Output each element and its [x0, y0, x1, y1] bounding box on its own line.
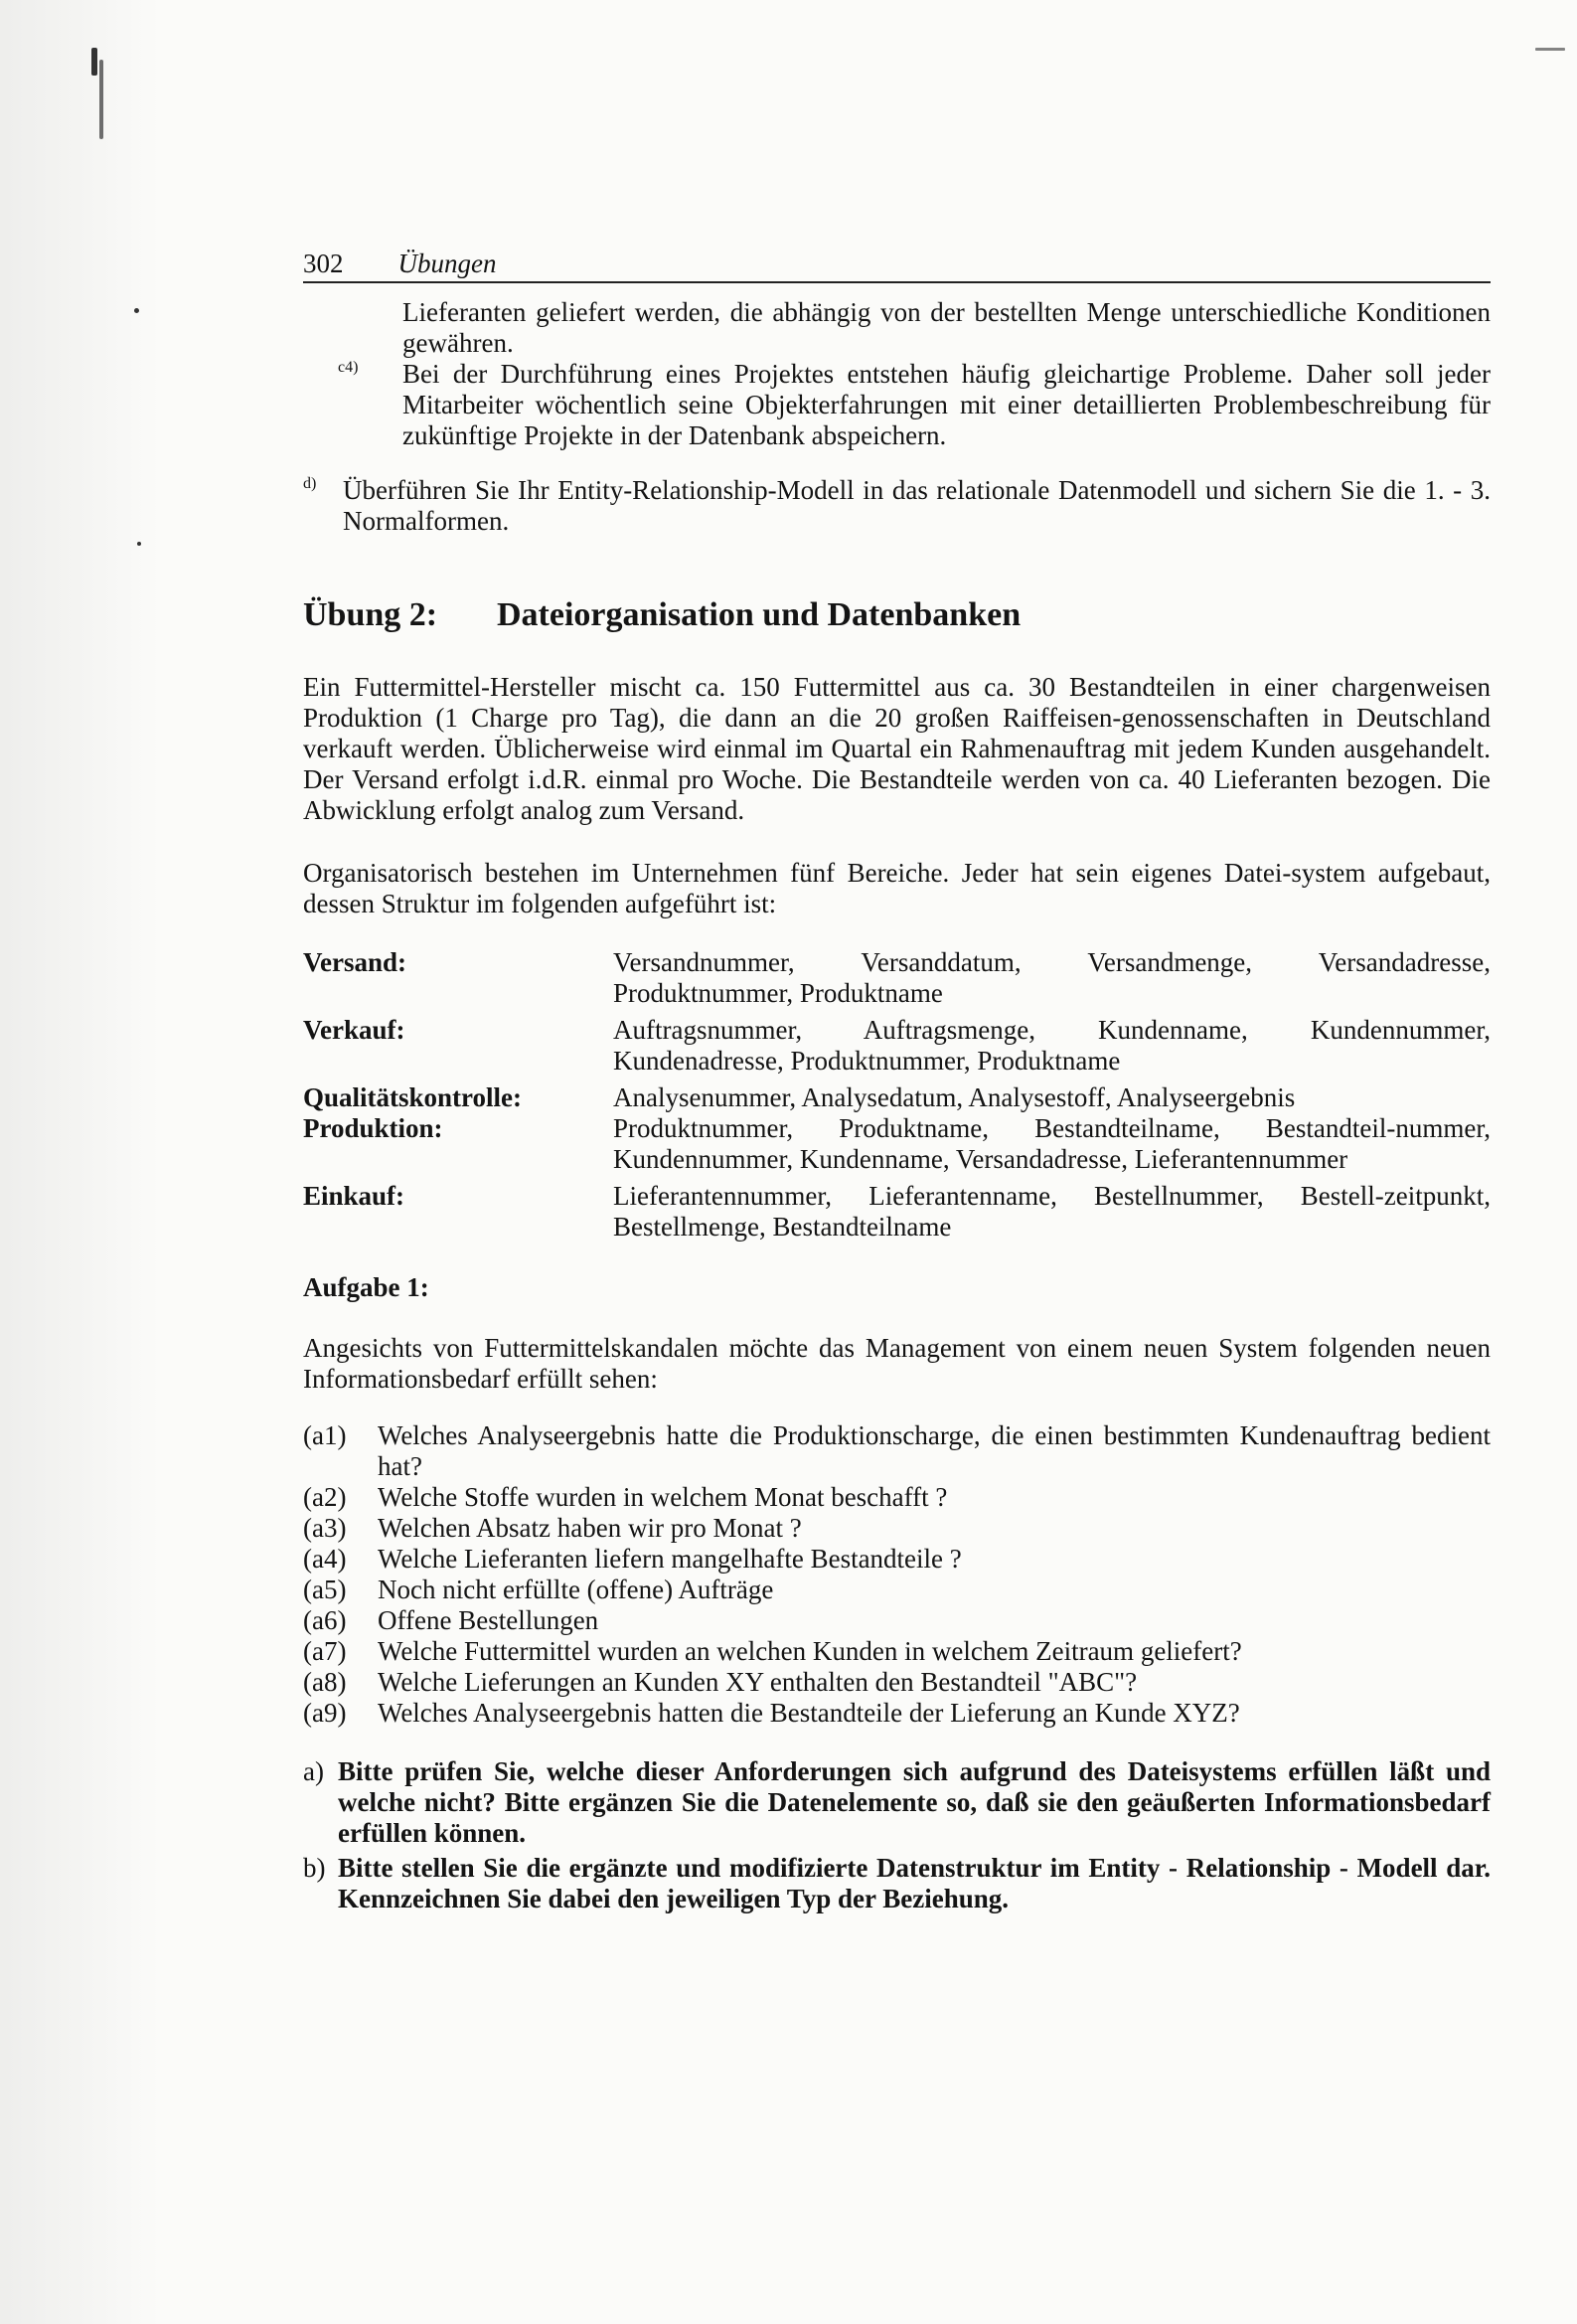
department-row [303, 1015, 1491, 1077]
requirement-label: (a6) [303, 1605, 347, 1635]
question-label: b) [303, 1853, 326, 1883]
department-fields: Lieferantennummer, Lieferantenname, Bestellnummer, Bestell-zeitpunkt, Bestellmenge, Bestandteilname [613, 1181, 1491, 1242]
question-text: Bitte stellen Sie die ergänzte und modifizierte Datenstruktur im Entity - Relationship - Modell dar. Kennzeichnen Sie dabei den jeweiligen Typ der Beziehung. [338, 1853, 1491, 1913]
scan-speck [91, 48, 97, 76]
exercise-heading [303, 596, 1491, 634]
question-list [303, 1756, 1491, 1914]
page-content [303, 249, 1491, 1914]
department-row [303, 947, 1491, 1009]
requirement-item [303, 1667, 1491, 1698]
requirement-text: Noch nicht erfüllte (offene) Aufträge [378, 1575, 774, 1604]
question-label: a) [303, 1756, 324, 1786]
department-row [303, 1082, 1491, 1113]
question-item [303, 1756, 1491, 1849]
requirement-label: (a1) [303, 1420, 347, 1450]
department-name: Versand: [303, 947, 407, 977]
requirement-label: (a3) [303, 1513, 347, 1543]
requirement-item [303, 1698, 1491, 1729]
page-number: 302 [303, 249, 344, 278]
requirement-item [303, 1605, 1491, 1636]
department-fields: Produktnummer, Produktname, Bestandteilname, Bestandteil-nummer, Kundennummer, Kundenname, Versandadresse, Lieferantennummer [613, 1113, 1491, 1174]
item-d-label: d) [303, 475, 317, 492]
requirement-item [303, 1513, 1491, 1544]
department-list [303, 947, 1491, 1243]
department-name: Verkauf: [303, 1015, 405, 1045]
section-title: Übungen [397, 249, 497, 278]
question-text: Bitte prüfen Sie, welche dieser Anforderungen sich aufgrund des Dateisystems erfüllen läßt und welche nicht? Bitte ergänzen Sie die Datenelemente so, daß sie den geäußerten Informationsbedarf erfüllen können. [338, 1756, 1491, 1848]
item-c4 [303, 359, 1491, 451]
requirement-label: (a7) [303, 1636, 347, 1666]
item-d-text: Überführen Sie Ihr Entity-Relationship-Modell in das relationale Datenmodell und sichern Sie die 1. - 3. Normalformen. [343, 475, 1491, 536]
requirement-item [303, 1482, 1491, 1513]
requirement-text: Welches Analyseergebnis hatten die Bestandteile der Lieferung an Kunde XYZ? [378, 1698, 1240, 1728]
scan-speck [1535, 48, 1565, 51]
requirement-text: Welche Lieferanten liefern mangelhafte Bestandteile ? [378, 1544, 962, 1574]
scan-speck [137, 542, 141, 546]
requirement-text: Offene Bestellungen [378, 1605, 599, 1635]
requirement-item [303, 1544, 1491, 1575]
requirement-text: Welche Stoffe wurden in welchem Monat beschafft ? [378, 1482, 948, 1512]
requirement-label: (a9) [303, 1698, 347, 1728]
department-fields: Versandnummer, Versanddatum, Versandmenge, Versandadresse, Produktnummer, Produktname [613, 947, 1491, 1008]
exercise-intro: Ein Futtermittel-Hersteller mischt ca. 150 Futtermittel aus ca. 30 Bestandteilen in einer chargenweisen Produktion (1 Charge pro Tag), die dann an die 20 großen Raiffeisen-genossenschaften in Deutschland verkauft werden. Üblicherweise wird einmal im Quartal ein Rahmenauftrag mit jedem Kunden ausgehandelt. Der Versand erfolgt i.d.R. einmal pro Woche. Die Bestandteile werden von ca. 40 Lieferanten bezogen. Die Abwicklung erfolgt analog zum Versand. [303, 672, 1491, 825]
requirement-label: (a2) [303, 1482, 347, 1512]
c3-continuation-text: Lieferanten geliefert werden, die abhängig von der bestellten Menge unterschiedliche Konditionen gewähren. [402, 297, 1491, 358]
scan-left-edge-shadow [0, 0, 229, 2324]
requirement-text: Welche Lieferungen an Kunden XY enthalten den Bestandteil "ABC"? [378, 1667, 1138, 1697]
requirement-list [303, 1420, 1491, 1729]
question-item [303, 1853, 1491, 1914]
requirement-label: (a5) [303, 1575, 347, 1604]
requirement-item [303, 1420, 1491, 1482]
department-name: Produktion: [303, 1113, 443, 1143]
department-name: Qualitätskontrolle: [303, 1082, 523, 1112]
exercise-title: Dateiorganisation und Datenbanken [497, 596, 1022, 633]
organisation-paragraph: Organisatorisch bestehen im Unternehmen fünf Bereiche. Jeder hat sein eigenes Datei-system aufgebaut, dessen Struktur im folgenden aufgeführt ist: [303, 858, 1491, 918]
running-header [303, 249, 1491, 283]
department-fields: Auftragsnummer, Auftragsmenge, Kundenname, Kundennummer, Kundenadresse, Produktnummer, Produktname [613, 1015, 1491, 1076]
requirement-label: (a8) [303, 1667, 347, 1697]
item-d [303, 475, 1491, 537]
task-intro: Angesichts von Futtermittelskandalen möchte das Management von einem neuen System folgenden neuen Informationsbedarf erfüllt sehen: [303, 1333, 1491, 1394]
item-c4-text: Bei der Durchführung eines Projektes entstehen häufig gleichartige Probleme. Daher soll jeder Mitarbeiter wöchentlich seine Objekterfahrungen mit einer detaillierten Problembeschreibung für zukünftige Projekte in der Datenbank abspeichern. [402, 359, 1491, 450]
requirement-label: (a4) [303, 1544, 347, 1574]
requirement-text: Welche Futtermittel wurden an welchen Kunden in welchem Zeitraum geliefert? [378, 1636, 1242, 1666]
requirement-item [303, 1575, 1491, 1605]
requirement-text: Welches Analyseergebnis hatte die Produktionscharge, die einen bestimmten Kundenauftrag bedient hat? [378, 1420, 1491, 1481]
requirement-item [303, 1636, 1491, 1667]
department-row [303, 1113, 1491, 1175]
requirement-text: Welchen Absatz haben wir pro Monat ? [378, 1513, 802, 1543]
scan-speck [99, 60, 103, 139]
scan-speck [134, 308, 139, 313]
task-heading: Aufgabe 1: [303, 1272, 429, 1302]
department-fields: Analysenummer, Analysedatum, Analysestoff, Analyseergebnis [613, 1082, 1296, 1112]
item-c4-label: c4) [338, 359, 359, 376]
exercise-number: Übung 2: [303, 596, 438, 633]
department-name: Einkauf: [303, 1181, 405, 1211]
department-row [303, 1181, 1491, 1243]
